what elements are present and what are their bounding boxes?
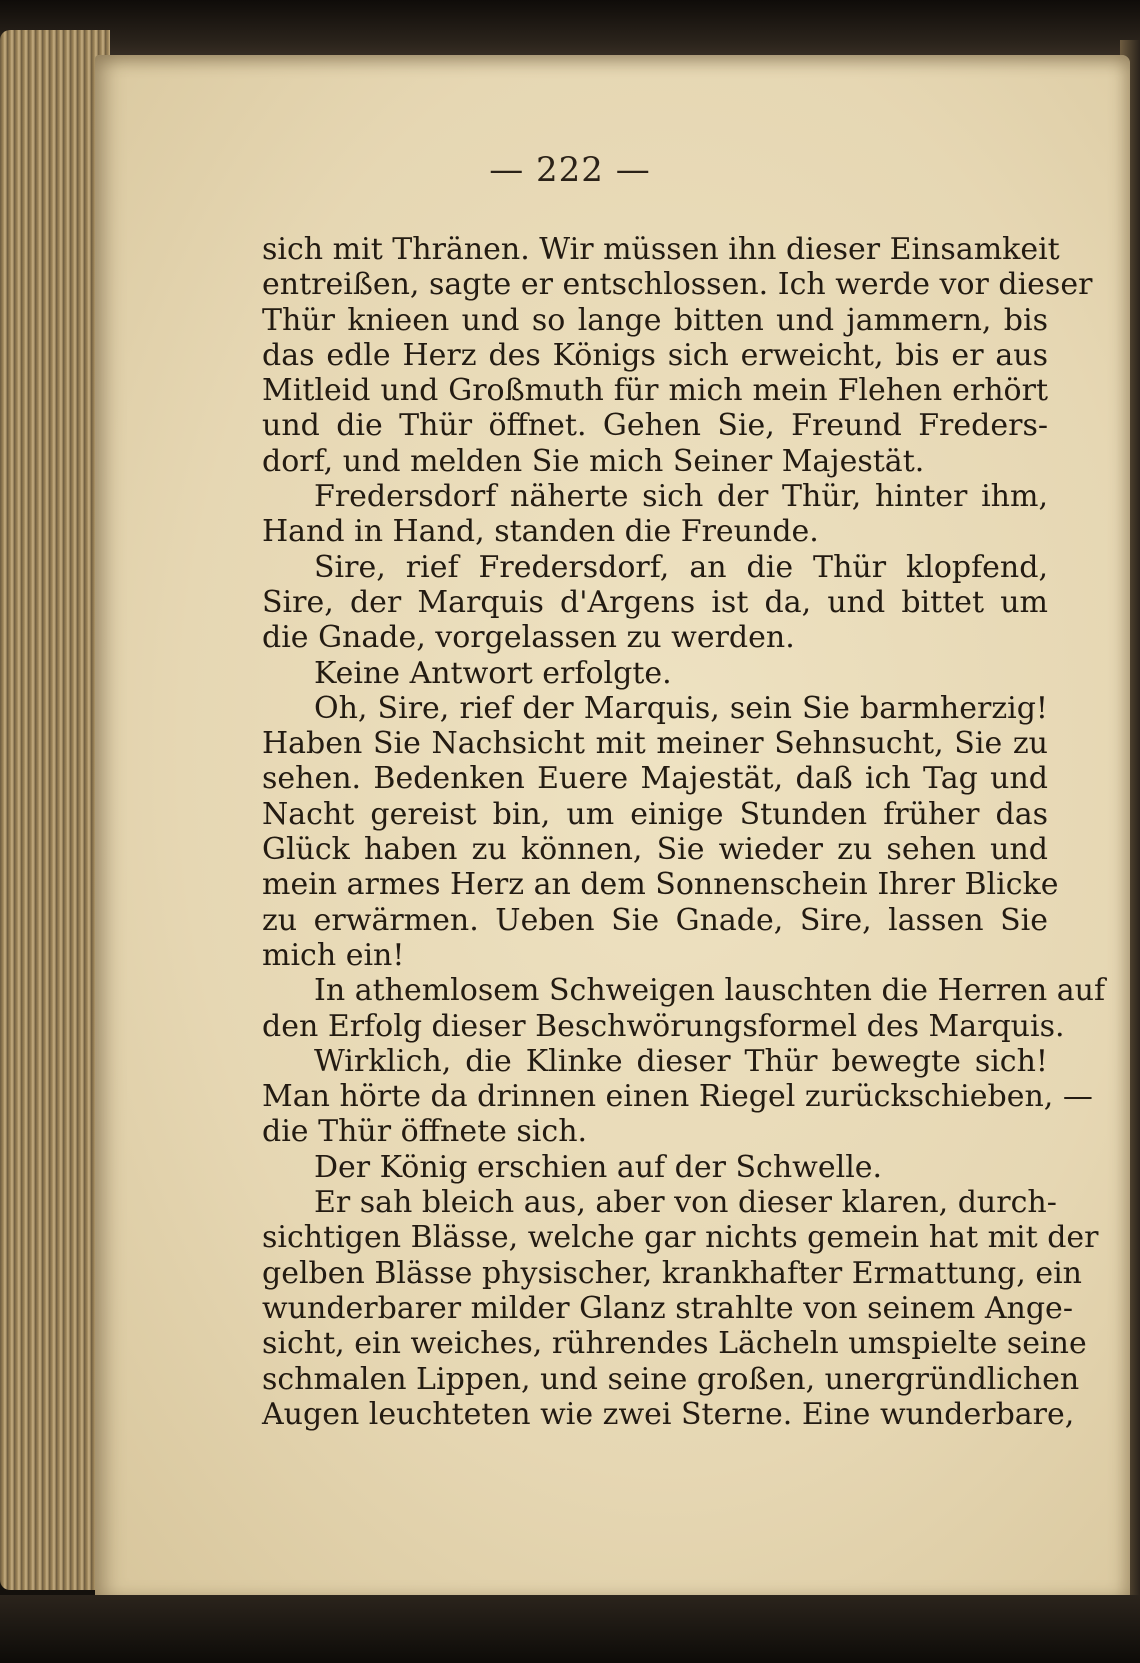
text-line: den Erfolg dieser Beschwörungsformel des Marquis. — [262, 1008, 1065, 1044]
text-line: In athemlosem Schweigen lauschten die Herren auf — [314, 973, 1106, 1009]
text-line: die Gnade, vorgelassen zu werden. — [262, 620, 795, 656]
text-line: das edle Herz des Königs sich erweicht, bis er aus — [262, 337, 1048, 373]
text-line: Oh, Sire, rief der Marquis, sein Sie barmherzig! — [314, 690, 1048, 726]
text-line: die Thür öffnete sich. — [262, 1114, 588, 1150]
text-line: schmalen Lippen, und seine großen, unergründlichen — [262, 1361, 1080, 1397]
text-line: und die Thür öffnet. Gehen Sie, Freund Freders- — [262, 408, 1048, 444]
page-number: — 222 — — [489, 150, 651, 190]
text-line: Der König erschien auf der Schwelle. — [314, 1149, 883, 1185]
text-line: sehen. Bedenken Euere Majestät, daß ich Tag und — [262, 761, 1048, 797]
text-line: Thür knieen und so lange bitten und jammern, bis — [262, 302, 1048, 338]
text-line: Augen leuchteten wie zwei Sterne. Eine wunderbare, — [262, 1396, 1075, 1432]
text-line: Fredersdorf näherte sich der Thür, hinter ihm, — [314, 479, 1048, 515]
text-line: Sire, der Marquis d'Argens ist da, und bittet um — [262, 584, 1048, 620]
text-line: sich mit Thränen. Wir müssen ihn dieser Einsamkeit — [262, 232, 1060, 267]
text-line: Er sah bleich aus, aber von dieser klaren, durch- — [314, 1185, 1057, 1221]
body-text — [262, 232, 1106, 1432]
book-top-edge — [0, 0, 1140, 60]
text-line: sichtigen Blässe, welche gar nichts gemein hat mit der — [262, 1220, 1099, 1256]
text-line: wunderbarer milder Glanz strahlte von seinem Ange- — [262, 1290, 1073, 1326]
text-line: Glück haben zu können, Sie wieder zu sehen und — [262, 832, 1048, 868]
text-line: mein armes Herz an dem Sonnenschein Ihrer Blicke — [262, 867, 1059, 903]
text-line: zu erwärmen. Ueben Sie Gnade, Sire, lassen Sie — [262, 902, 1048, 938]
text-line: Haben Sie Nachsicht mit meiner Sehnsucht, Sie zu — [262, 726, 1048, 762]
text-line: Wirklich, die Klinke dieser Thür bewegte sich! — [314, 1043, 1048, 1079]
text-line: mich ein! — [262, 937, 405, 973]
text-line: sicht, ein weiches, rührendes Lächeln umspielte seine — [262, 1326, 1087, 1362]
text-line: gelben Blässe physischer, krankhafter Ermattung, ein — [262, 1255, 1083, 1291]
text-line: Keine Antwort erfolgte. — [314, 655, 672, 691]
text-line: Sire, rief Fredersdorf, an die Thür klopfend, — [314, 549, 1048, 585]
text-line: entreißen, sagte er entschlossen. Ich werde vor dieser — [262, 267, 1093, 303]
text-line: Mitleid und Großmuth für mich mein Flehen erhört — [262, 373, 1048, 409]
page-stack-edge — [0, 30, 110, 1590]
text-line: Nacht gereist bin, um einige Stunden früher das — [262, 796, 1048, 832]
text-line: Man hörte da drinnen einen Riegel zurückschieben, — — [262, 1079, 1093, 1115]
text-line: dorf, und melden Sie mich Seiner Majestät. — [262, 443, 925, 479]
book-bottom-edge — [0, 1595, 1140, 1663]
text-line: Hand in Hand, standen die Freunde. — [262, 514, 819, 550]
